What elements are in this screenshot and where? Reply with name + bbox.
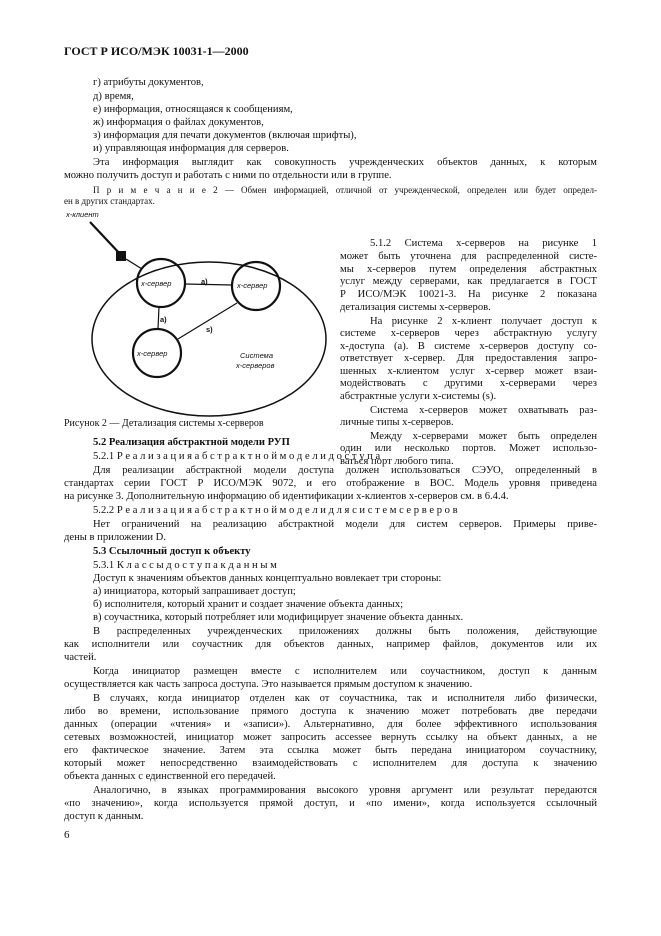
list-item: з) информация для печати документов (включая шрифты),	[93, 130, 357, 141]
right-column-line: абстрактные услуги x-системы (s).	[340, 391, 497, 402]
right-column-line: ваться порт любого типа.	[340, 456, 454, 467]
right-column-line: Р ИСО/МЭК 10021-3. На рисунке 2 показана	[340, 289, 597, 300]
list-item: в) соучастника, который потребляет или модифицирует значение объекта данных.	[93, 612, 464, 623]
paragraph-line: частей.	[64, 652, 97, 663]
paragraph-line: на рисунке 3. Дополнительную информацию об идентификации x-клиентов x-серверов см. в 6.4.4.	[64, 491, 509, 502]
list-item: д) время,	[93, 91, 134, 102]
access-point	[116, 251, 126, 261]
paragraph-line: Эта информация выглядит как совокупность учрежденческих объектов данных, к которым	[93, 157, 597, 168]
paragraph-line: доступ к данным.	[64, 811, 144, 822]
paragraph-line: можно получить доступ и работать с ними по отдельности или в группе.	[64, 170, 392, 181]
server-label: x-сервер	[237, 281, 268, 290]
right-column-line: x-доступа (а). В системе x-серверов доступу со-	[340, 341, 597, 352]
note-line: П р и м е ч а н и е 2 — Обмен информацией, отличной от учрежденческой, определен или будет определ-	[93, 185, 597, 195]
paragraph-line: В распределенных учрежденческих приложениях должны быть положения, действующие	[93, 626, 597, 637]
note-line: ен в других стандартах.	[64, 196, 155, 206]
page-number: 6	[64, 829, 70, 841]
right-column-line: Между x-серверами может быть определен	[370, 431, 597, 442]
paragraph-line: «по значению», когда используется прямой доступ, и «по имени», когда используется ссылочный	[64, 798, 597, 809]
paragraph-line: объекта данных с единственной его передачей.	[64, 771, 276, 782]
server-label: x-сервер	[137, 349, 168, 358]
paragraph-line: Когда инициатор размещен вместе с исполнителем или соучастником, доступ к данным	[93, 666, 597, 677]
right-column-line: шенных x-клиентом услуг x-сервер может взаи-	[340, 366, 597, 377]
paragraph-line: дены в приложении D.	[64, 532, 166, 543]
paragraph-line: который может непосредственно взаимодействовать с исполнителем для доступа к значению	[64, 758, 597, 769]
paragraph-line: осуществляется как часть запроса доступа. Это называется прямым доступом к значению.	[64, 679, 473, 690]
subsection-heading: 5.3.1 К л а с с ы д о с т у п а к д а н н ы м	[93, 560, 277, 571]
server-label: x-сервер	[141, 279, 172, 288]
link-1-2	[185, 284, 232, 285]
list-item: е) информация, относящаяся к сообщениям,	[93, 104, 293, 115]
paragraph-line: Доступ к значениям объектов данных концептуально вовлекает три стороны:	[93, 573, 442, 584]
link-label-a: а)	[201, 277, 208, 286]
right-column-line: детализация системы x-серверов.	[340, 302, 491, 313]
paragraph-line: стандартах серии ГОСТ Р ИСО/МЭК 9072, и его отображение в ВОС. Модель уровня приведена	[64, 478, 597, 489]
paragraph-line: Для реализации абстрактной модели доступа должен использоваться СЭУО, определенный в	[93, 465, 597, 476]
section-heading: 5.3 Ссылочный доступ к объекту	[93, 546, 251, 557]
right-column-line: ответствует x-сервер. Для предоставления запро-	[340, 353, 597, 364]
access-link	[126, 259, 142, 269]
right-column-line: системе x-серверов через абстрактную услугу	[340, 328, 597, 339]
system-label: Система	[240, 351, 273, 360]
paragraph-line: его фактическое значение. Затем эта ссылка может быть передана инициатором соучастнику,	[64, 745, 597, 756]
list-item: б) исполнителя, который хранит и создает значение объекта данных;	[93, 599, 404, 610]
link-1-3	[158, 307, 159, 329]
right-column-line: На рисунке 2 x-клиент получает доступ к	[370, 316, 597, 327]
subsection-heading: 5.2.2 Р е а л и з а ц и я а б с т р а к т н о й м о д е л и д л я с и с т е м с е р в е р о в	[93, 505, 458, 516]
subsection-heading: 5.2.1 Р е а л и з а ц и я а б с т р а к т н о й м о д е л и д о с т у п а	[93, 451, 381, 462]
section-heading: 5.2 Реализация абстрактной модели РУП	[93, 437, 290, 448]
right-column-line: модействовать с другими x-серверами через	[340, 378, 597, 389]
right-column-line: Система x-серверов может охватывать раз-	[370, 405, 597, 416]
list-item: г) атрибуты документов,	[93, 77, 204, 88]
paragraph-line: В случаях, когда инициатор отделен как от соучастника, так и исполнителя либо физически,	[93, 693, 597, 704]
list-item: ж) информация о файлах документов,	[93, 117, 264, 128]
document-header: ГОСТ Р ИСО/МЭК 10031-1—2000	[64, 44, 249, 58]
right-column-line: может быть уточнена для распределенной систе-	[340, 251, 597, 262]
paragraph-line: сетевых возможностей, инициатор может запросить accessee вернуть ссылку на объект данных, а не	[64, 732, 597, 743]
paragraph-line: как исполнители или соучастник для объектов данных, например файлов, документов или их	[64, 639, 597, 650]
figure-diagram	[60, 206, 330, 420]
right-column-line: 5.1.2 Система x-серверов на рисунке 1	[370, 238, 597, 249]
figure-caption: Рисунок 2 — Детализация системы x-серверов	[64, 418, 264, 429]
right-column-line: услуг между серверами, как предлагается в ГОСТ	[340, 276, 597, 287]
link-label-a: а)	[160, 315, 167, 324]
paragraph-line: Аналогично, в языках программирования высокого уровня аргумент или результат передаются	[93, 785, 597, 796]
system-label: x-серверов	[236, 361, 275, 370]
client-link-line	[90, 222, 121, 255]
link-label-s: s)	[206, 325, 213, 334]
paragraph-line: либо во времени, использование прямого доступа к значению может потребовать две передачи	[64, 706, 597, 717]
client-label: x-клиент	[66, 210, 99, 219]
list-item: и) управляющая информация для серверов.	[93, 143, 289, 154]
right-column-line: мы x-серверов путем определения абстрактных	[340, 264, 597, 275]
paragraph-line: данных (операции «чтения» и «записи»). Альтернативно, для более эффективного использования	[64, 719, 597, 730]
right-column-line: личные типы x-серверов.	[340, 417, 454, 428]
list-item: а) инициатора, который запрашивает доступ;	[93, 586, 296, 597]
paragraph-line: Нет ограничений на реализацию абстрактной модели для систем серверов. Примеры приве-	[93, 519, 597, 530]
right-column-line: один или несколько портов. Может использо-	[340, 443, 597, 454]
